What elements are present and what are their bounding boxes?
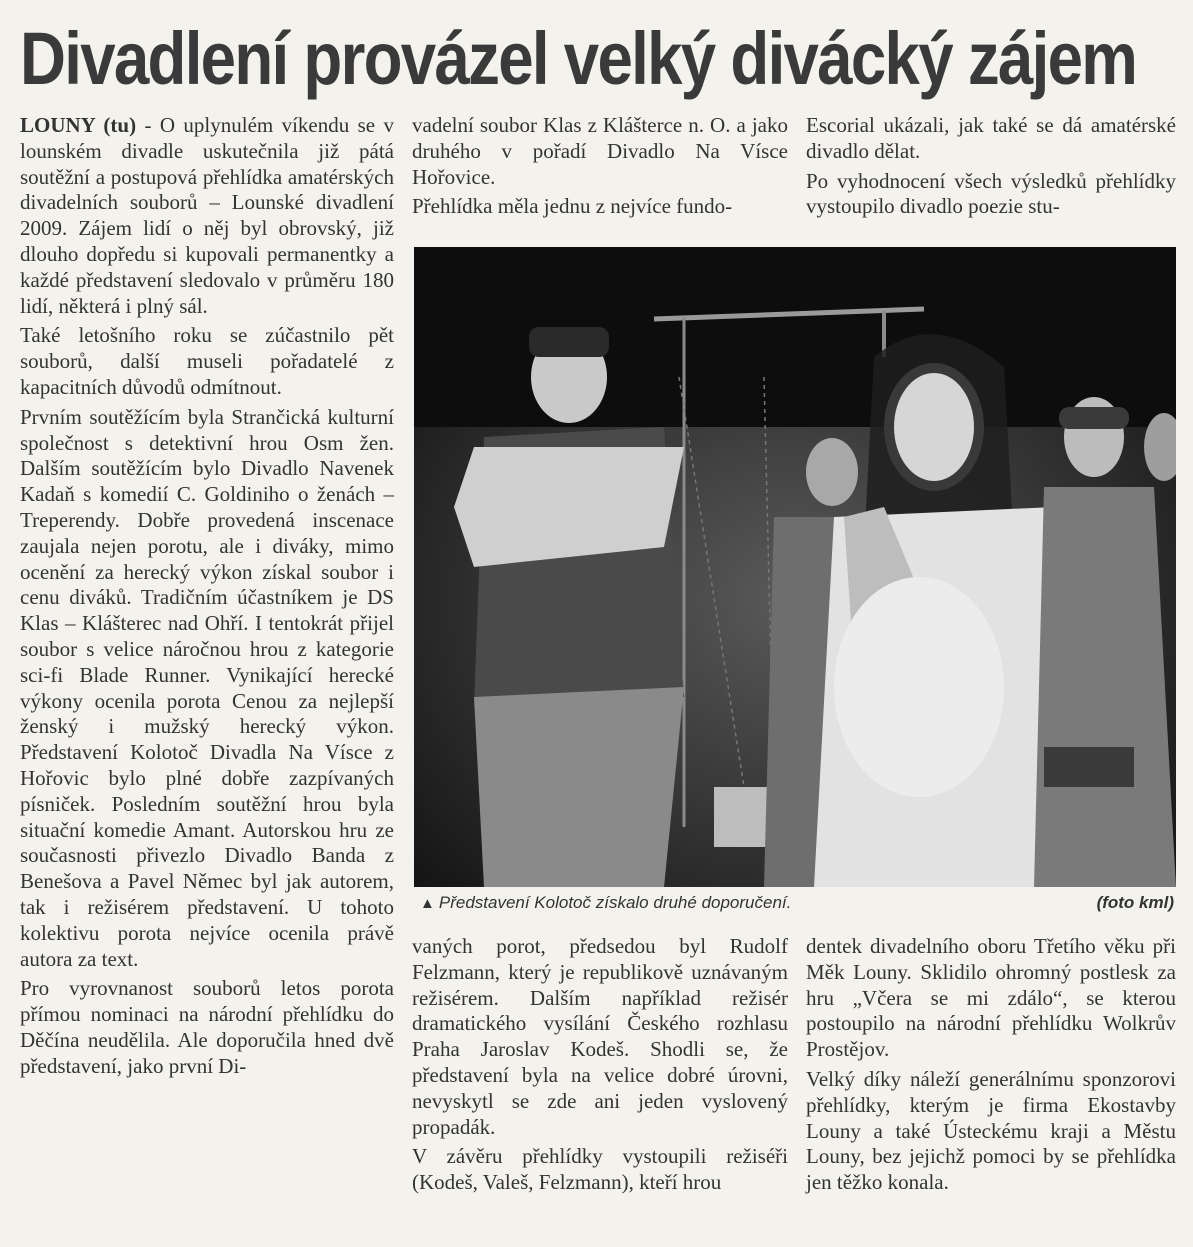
photo-caption bbox=[420, 893, 1176, 913]
paragraph: Escorial ukázali, jak také se dá amatérské divadlo dělat. bbox=[806, 113, 1176, 163]
paragraph: vaných porot, předsedou byl Rudolf Felzmann, který je republikově uznávaným režisérem. Dalším například režisér dramatického vysílání Českého rozhlasu Praha Jaroslav Kodeš. Shodli se, že představení byla na velice dobré úrovni, nevyskytl se zde ani jeden vyslovený propadák. bbox=[412, 934, 788, 1139]
paragraph: Po vyhodnocení všech výsledků přehlídky vystoupilo divadlo poezie stu- bbox=[806, 168, 1176, 219]
paragraph: Také letošního roku se zúčastnilo pět souborů, další museli pořadatelé z kapacitních důvodů odmítnout. bbox=[20, 323, 394, 399]
triangle-up-icon: ▲ bbox=[420, 895, 435, 912]
paragraph: Přehlídka měla jednu z nejvíce fundo- bbox=[412, 194, 733, 219]
paragraph: dentek divadelního oboru Třetího věku při Měk Louny. Sklidilo ohromný postlesk za hru „Včera se mi zdálo“, se kterou postoupilo na národní přehlídku Wolkrův Prostějov. bbox=[806, 934, 1176, 1062]
paragraph: Pro vyrovnanost souborů letos porota přímou nominaci na národní přehlídku do Děčína neudělila. Ale doporučila hned dvě představení, jako první Di- bbox=[20, 976, 394, 1078]
paragraph: Prvním soutěžícím byla Strančická kulturní společnost s detektivní hrou Osm žen. Dalším soutěžícím bylo Divadlo Navenek Kadaň s komedií C. Goldiniho o ženách – Treperendy. Dobře provedená inscenace zaujala nejen porotu, ale i diváky, mimo ocenění za herecký výkon získal soubor i cenu diváků. Tradičním účastníkem je DS Klas – Klášterec nad Ohří. I tentokrát přijel soubor s velice náročnou hrou z kategorie sci-fi Blade Runner. Vynikající herecké výkony ocenila porota Cenou za nejlepší ženský i mužský herecký výkon. Představení Kolotoč Divadla Na Vísce z Hořovic bylo plné dobře zazpívaných písniček. Posledním soutěžní hrou byla situační komedie Amant. Autorskou hru ze současnosti přivezlo Divadlo Banda z Benešova a Pavel Němec byl jak autorem, tak i režisérem představení. U tohoto kolektivu porota nejvíce ocenila právě autora za text. bbox=[20, 404, 394, 971]
stage-photo-illustration bbox=[414, 247, 1176, 887]
paragraph bbox=[20, 113, 394, 319]
headline: Divadlení provázel velký divácký zájem bbox=[20, 17, 1137, 100]
paragraph: Velký díky náleží generálnímu sponzorovi přehlídky, kterým je firma Ekostavby Louny a také Ústeckému kraji a Městu Louny, bez jejichž pomoci by se přehlídka jen těžko konala. bbox=[806, 1066, 1176, 1195]
paragraph: V závěru přehlídky vystoupili režiséři (Kodeš, Valeš, Felzmann), kteří hrou bbox=[412, 1144, 788, 1195]
column-3-bottom bbox=[806, 934, 1176, 1200]
paragraph: vadelní soubor Klas z Klášterce n. O. a jako druhého v pořadí Divadlo Na Vísce Hořovice. bbox=[412, 113, 788, 189]
column-1 bbox=[20, 113, 394, 1083]
caption-text: Představení Kolotoč získalo druhé doporučení. bbox=[438, 893, 792, 912]
column-2-bottom bbox=[412, 934, 788, 1200]
column-3-top bbox=[806, 113, 1176, 224]
column-2-top bbox=[412, 113, 788, 224]
paragraph-text: - O uplynulém víkendu se v lounském divadle uskutečnila již pátá soutěžní a postupová přehlídka amatérských divadelních souborů – Lounské divadlení 2009. Zájem lidí o něj byl obrovský, již dlouho dopředu si kupovali permanentky a každé představení sledovalo v průměru 180 lidí, některá i plný sál. bbox=[20, 113, 395, 318]
stage-photo bbox=[414, 247, 1176, 887]
photo-credit: (foto kml) bbox=[1096, 893, 1174, 912]
dateline: LOUNY (tu) bbox=[20, 113, 137, 137]
